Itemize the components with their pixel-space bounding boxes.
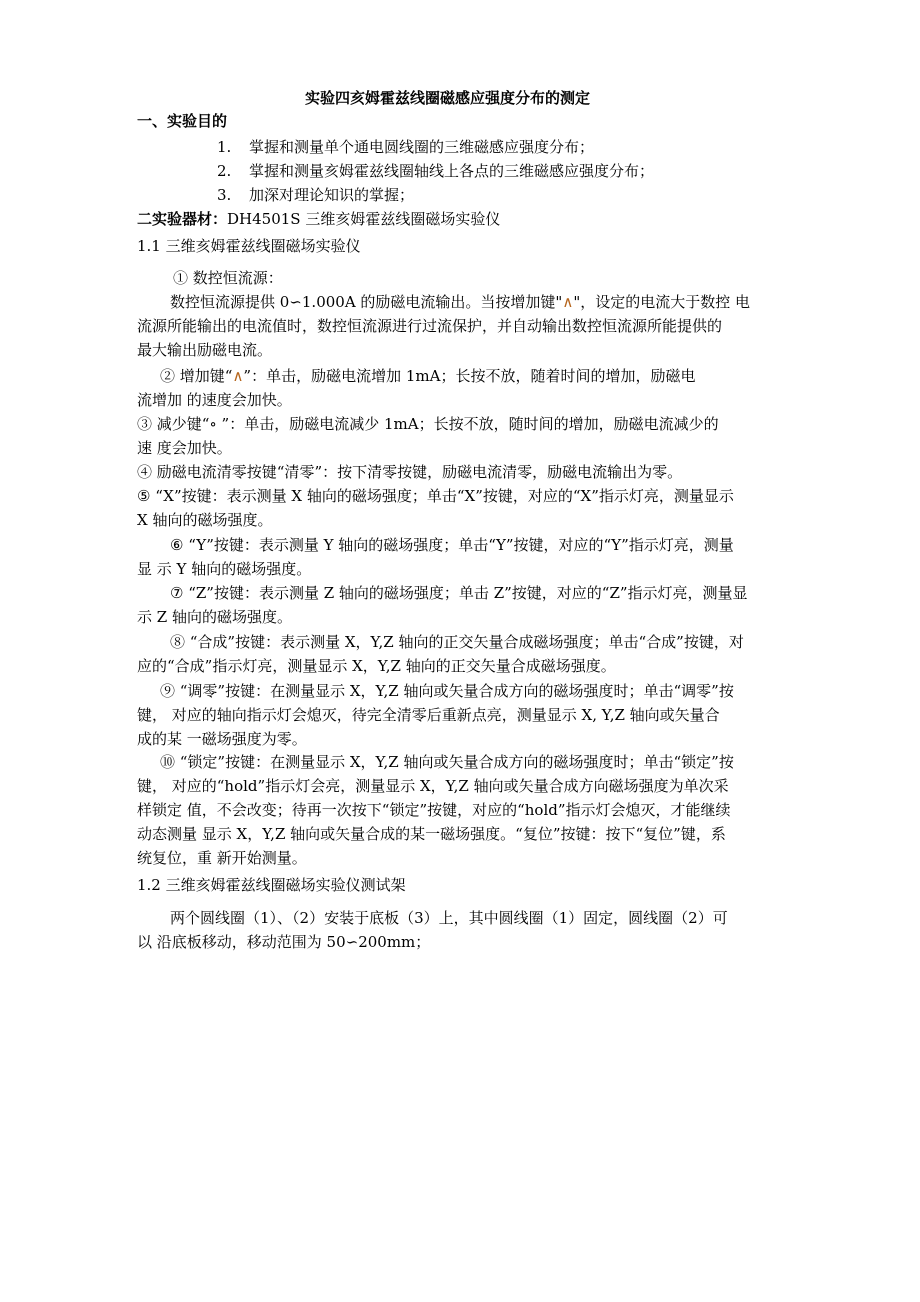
text-run: ② 增加键“: [160, 367, 233, 385]
paragraph-line: ⑤ “X”按键：表示测量 X 轴向的磁场强度；单击“X”按键，对应的“X”指示灯亮，测量显示: [137, 487, 734, 505]
paragraph-line: ⑥ “Y”按键：表示测量 Y 轴向的磁场强度；单击“Y”按键，对应的“Y”指示灯亮，测量: [170, 536, 734, 554]
paragraph-line: 键， 对应的“hold”指示灯会亮，测量显示 X，Y,Z 轴向或矢量合成方向磁场强度为单次采: [137, 777, 729, 795]
list-item-number: 3.: [217, 186, 232, 204]
paragraph-line: ③ 减少键“∘ ”：单击，励磁电流减少 1mA；长按不放，随时间的增加，励磁电流减少的: [137, 415, 719, 433]
paragraph-line: 显 示 Y 轴向的磁场强度。: [137, 560, 312, 578]
paragraph-line: 键， 对应的轴向指示灯会熄灭，待完全清零后重新点亮，测量显示 X, Y,Z 轴向或矢量合: [137, 706, 720, 724]
paragraph-line: ⑨ “调零”按键：在测量显示 X，Y,Z 轴向或矢量合成方向的磁场强度时；单击“调零”按: [160, 682, 734, 700]
text-run: 数控恒流源提供 0∽1.000A 的励磁电流输出。当按增加键": [170, 293, 563, 311]
list-item-number: 1.: [217, 138, 232, 156]
paragraph-line: 速 度会加快。: [137, 439, 232, 457]
paragraph-line: ⑩ “锁定”按键：在测量显示 X，Y,Z 轴向或矢量合成方向的磁场强度时；单击“锁定”按: [160, 753, 734, 771]
paragraph-label: ① 数控恒流源：: [173, 269, 283, 287]
paragraph-line: 以 沿底板移动，移动范围为 50∽200mm；: [137, 933, 431, 951]
list-item: [217, 161, 654, 181]
paragraph-line: 两个圆线圈（1）、（2）安装于底板（3）上，其中圆线圈（1）固定，圆线圈（2）可: [170, 909, 728, 927]
paragraph-line: 动态测量 显示 X，Y,Z 轴向或矢量合成的某一磁场强度。“复位”按键：按下“复位”键，系: [137, 825, 726, 843]
text-run: "，设定的电流大于数控 电: [573, 293, 750, 311]
paragraph-line: 样锁定 值，不会改变；待再一次按下“锁定”按键，对应的“hold”指示灯会熄灭，才能继续: [137, 801, 731, 819]
subsection-heading-1-1: 1.1 三维亥姆霍兹线圈磁场实验仪: [137, 237, 361, 255]
page-title: 实验四亥姆霍兹线圈磁感应强度分布的测定: [305, 89, 591, 107]
subsection-heading-1-2: 1.2 三维亥姆霍兹线圈磁场实验仪测试架: [137, 876, 406, 894]
list-item-text: 掌握和测量亥姆霍兹线圈轴线上各点的三维磁感应强度分布；: [249, 162, 655, 180]
paragraph-line: 成的某 一磁场强度为零。: [137, 730, 307, 748]
section-heading-equipment: [137, 209, 500, 229]
text-run: ”：单击，励磁电流增加 1mA；长按不放，随着时间的增加，励磁电: [243, 367, 696, 385]
paragraph-line: X 轴向的磁场强度。: [137, 511, 273, 529]
paragraph-line: 最大输出励磁电流。: [137, 341, 273, 359]
paragraph-line: [170, 292, 750, 312]
paragraph-line: ⑦ “Z”按键：表示测量 Z 轴向的磁场强度；单击 Z”按键，对应的“Z”指示灯亮，测量显: [170, 584, 748, 602]
paragraph-line: [160, 366, 695, 386]
paragraph-line: 应的“合成”指示灯亮，测量显示 X，Y,Z 轴向的正交矢量合成磁场强度。: [137, 657, 616, 675]
list-item-text: 掌握和测量单个通电圆线圈的三维磁感应强度分布；: [249, 138, 595, 156]
list-item: [217, 137, 594, 157]
section-heading-text: DH4501S 三维亥姆霍兹线圈磁场实验仪: [227, 210, 501, 228]
increase-key-symbol: ∧: [232, 367, 244, 385]
section-heading-purpose: 一、实验目的: [137, 112, 228, 130]
section-heading-label: 二实验器材：: [137, 210, 228, 228]
list-item-text: 加深对理论知识的掌握；: [249, 186, 415, 204]
paragraph-line: 流增加 的速度会加快。: [137, 391, 292, 409]
increase-key-symbol: ∧: [562, 293, 574, 311]
list-item-number: 2.: [217, 162, 232, 180]
paragraph-line: 统复位，重 新开始测量。: [137, 849, 307, 867]
paragraph-line: ⑧ “合成”按键：表示测量 X，Y,Z 轴向的正交矢量合成磁场强度；单击“合成”按键，对: [170, 633, 744, 651]
paragraph-line: ④ 励磁电流清零按键“清零”：按下清零按键，励磁电流清零，励磁电流输出为零。: [137, 463, 683, 481]
paragraph-line: 流源所能输出的电流值时，数控恒流源进行过流保护，并自动输出数控恒流源所能提供的: [137, 317, 723, 335]
list-item: [217, 185, 414, 205]
paragraph-line: 示 Z 轴向的磁场强度。: [137, 608, 292, 626]
